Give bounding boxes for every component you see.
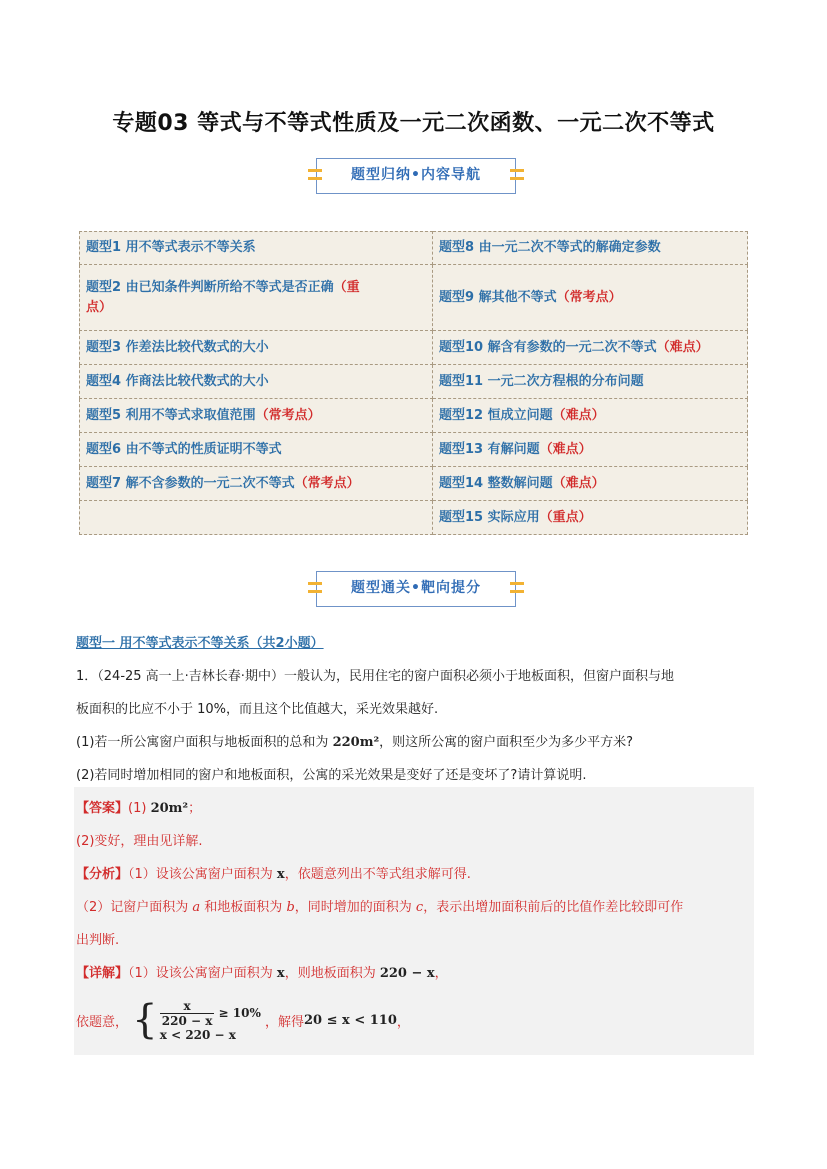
nav-item-4[interactable]: 题型4 作商法比较代数式的大小 [80, 365, 433, 399]
detail-label: 【详解】 [76, 966, 129, 981]
page-title: 专题03 等式与不等式性质及一元二次函数、一元二次不等式 [112, 111, 715, 136]
nav-item-3[interactable]: 题型3 作差法比较代数式的大小 [80, 331, 433, 365]
section-heading[interactable]: 题型一 用不等式表示不等关系（共2小题） [76, 636, 324, 651]
analysis-line-3: 出判断. [76, 933, 120, 948]
nav-item-2[interactable]: 题型2 由已知条件判断所给不等式是否正确（重 点） [80, 265, 433, 331]
practice-banner-label: 题型通关•靶向提分 [351, 580, 481, 596]
inequality-system: $\frac{x}{220 - x}$ ≥ 10% x < 220 − x [159, 998, 261, 1042]
nav-item-13[interactable]: 题型13 有解问题（难点） [433, 433, 748, 467]
nav-item-11[interactable]: 题型11 一元二次方程根的分布问题 [433, 365, 748, 399]
nav-item-15[interactable]: 题型15 实际应用（重点） [433, 501, 748, 535]
nav-banner [316, 158, 516, 194]
nav-item-6[interactable]: 题型6 由不等式的性质证明不等式 [80, 433, 433, 467]
nav-empty-cell [80, 501, 433, 535]
banner-right-decoration [510, 578, 524, 598]
answer-line: 【答案】(1) 20m²； [76, 801, 202, 816]
question-1-line2: 板面积的比应不小于 10%，而且这个比值越大，采光效果越好. [76, 702, 439, 717]
brace-icon: { [132, 997, 158, 1043]
nav-banner-label: 题型归纳•内容导航 [351, 167, 481, 183]
math-expression: 20m² [150, 801, 189, 816]
analysis-line-2: （2）记窗户面积为 a 和地板面积为 b，同时增加的面积为 c，表示出增加面积前后的比值作差比较即可作 [76, 900, 684, 915]
banner-left-decoration [308, 165, 322, 185]
banner-left-decoration [308, 578, 322, 598]
nav-item-14[interactable]: 题型14 整数解问题（难点） [433, 467, 748, 501]
answer-label: 【答案】 [76, 801, 129, 816]
topic-nav-table [79, 231, 748, 535]
nav-item-12[interactable]: 题型12 恒成立问题（难点） [433, 399, 748, 433]
question-1-part2: (2)若同时增加相同的窗户和地板面积，公寓的采光效果是变好了还是变坏了?请计算说明. [76, 768, 587, 783]
fraction: $\frac{x}{220 - x}$ [161, 998, 213, 1028]
detail-line-2: 依题意， { $\frac{x}{220 - x}$ ≥ 10% x < 220 − x ，解得20 ≤ x < 110， [76, 997, 410, 1043]
analysis-label: 【分析】 [76, 867, 129, 882]
answer-line-2: (2)变好，理由见详解. [76, 834, 203, 849]
analysis-line-1: 【分析】（1）设该公寓窗户面积为 x，依题意列出不等式组求解可得. [76, 867, 471, 882]
question-1-line1: 1．（24-25 高一上·吉林长春·期中）一般认为，民用住宅的窗户面积必须小于地板面积，但窗户面积与地 [76, 669, 674, 684]
question-1-part1: (1)若一所公寓窗户面积与地板面积的总和为 220m²，则这所公寓的窗户面积至少为多少平方米? [76, 735, 634, 750]
nav-item-8[interactable]: 题型8 由一元二次不等式的解确定参数 [433, 232, 748, 265]
nav-item-5[interactable]: 题型5 利用不等式求取值范围（常考点） [80, 399, 433, 433]
detail-line-1: 【详解】（1）设该公寓窗户面积为 x，则地板面积为 220 − x， [76, 966, 448, 981]
math-expression: 220m² [332, 735, 380, 750]
banner-right-decoration [510, 165, 524, 185]
practice-banner [316, 571, 516, 607]
nav-item-9[interactable]: 题型9 解其他不等式（常考点） [433, 265, 748, 331]
nav-item-7[interactable]: 题型7 解不含参数的一元二次不等式（常考点） [80, 467, 433, 501]
nav-item-10[interactable]: 题型10 解含有参数的一元二次不等式（难点） [433, 331, 748, 365]
nav-item-1[interactable]: 题型1 用不等式表示不等关系 [80, 232, 433, 265]
